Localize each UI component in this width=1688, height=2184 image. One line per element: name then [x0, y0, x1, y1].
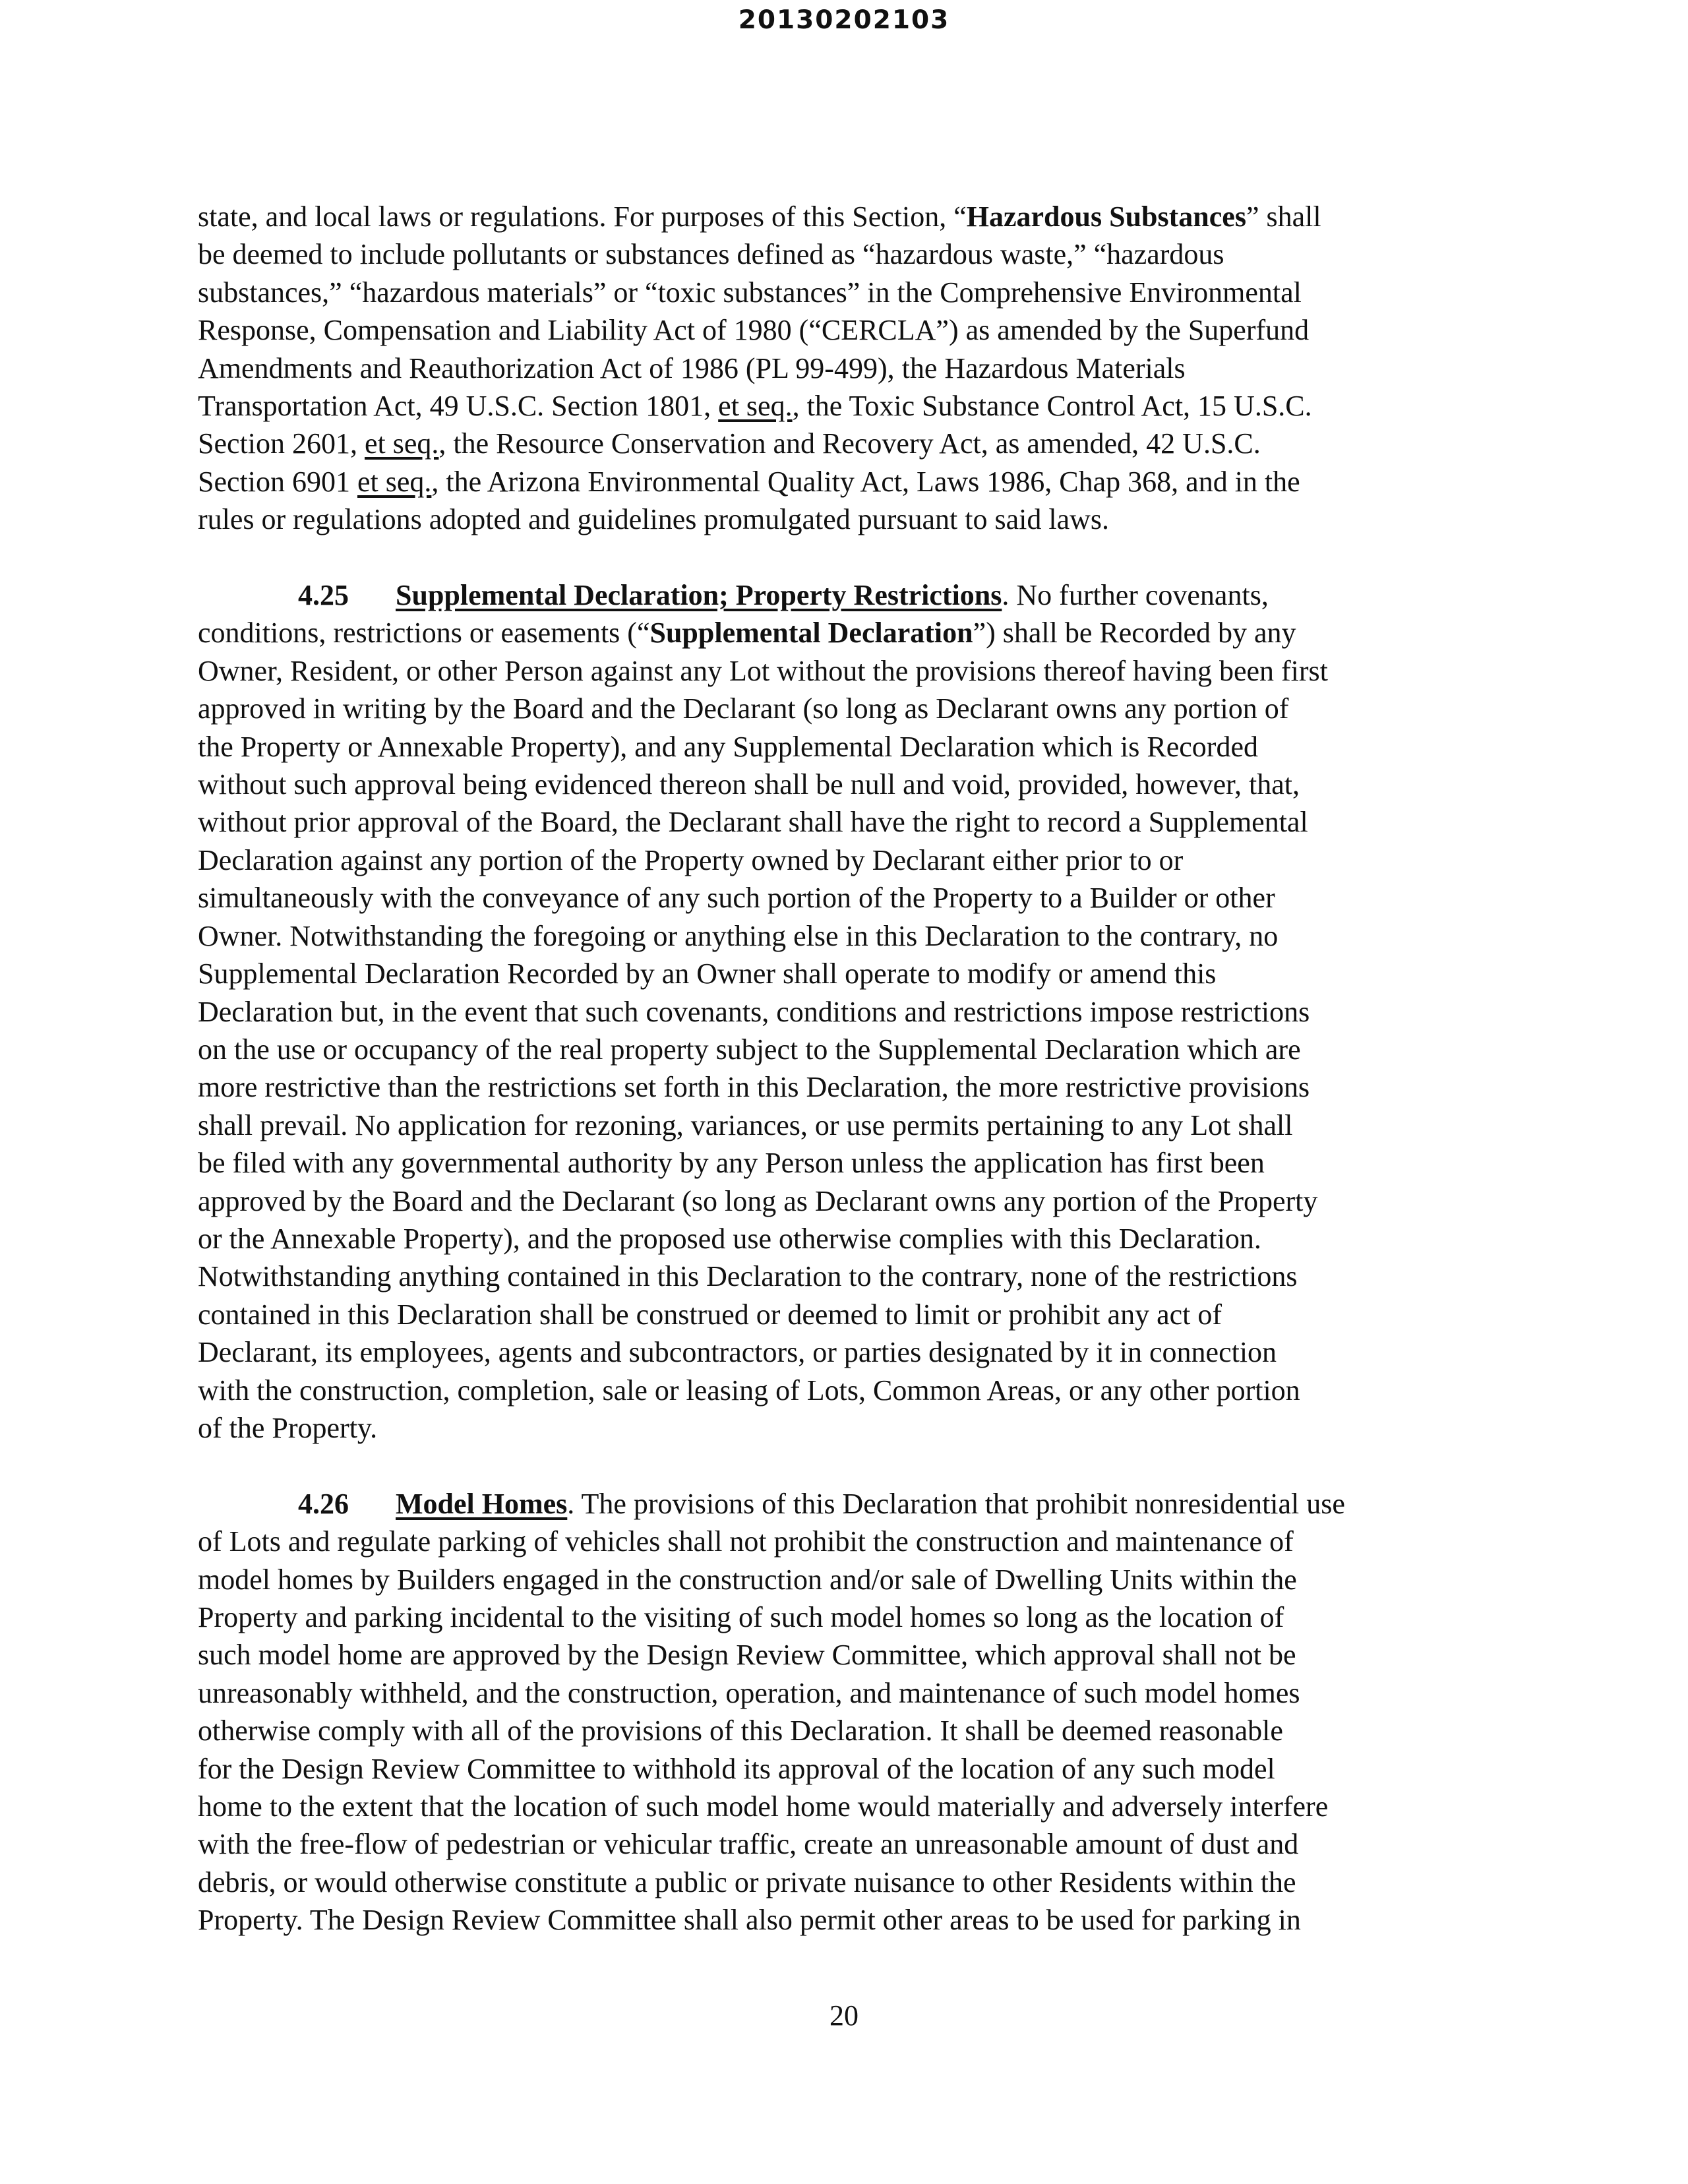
text-line: conditions, restrictions or easements (“Supplemental Declaration”) shall be Recorded by any	[198, 617, 1296, 650]
text-line: more restrictive than the restrictions set forth in this Declaration, the more restrictive provisions	[198, 1071, 1310, 1104]
text-line: approved by the Board and the Declarant (so long as Declarant owns any portion of the Property	[198, 1184, 1318, 1217]
text-line: Owner. Notwithstanding the foregoing or anything else in this Declaration to the contrary, no	[198, 919, 1279, 952]
section-heading-line: 4.25 Supplemental Declaration; Property Restrictions. No further covenants,	[198, 576, 1487, 614]
defined-term: Hazardous Substances	[966, 200, 1246, 233]
text-line: Section 2601, et seq., the Resource Conservation and Recovery Act, as amended, 42 U.S.C.	[198, 427, 1261, 460]
text-line: state, and local laws or regulations. For purposes of this Section, “Hazardous Substances” shall	[198, 200, 1321, 233]
text-line: Notwithstanding anything contained in this Declaration to the contrary, none of the restrictions	[198, 1260, 1298, 1293]
text-line: contained in this Declaration shall be construed or deemed to limit or prohibit any act of	[198, 1298, 1222, 1331]
section-title: Model Homes	[396, 1487, 568, 1520]
text-line: substances,” “hazardous materials” or “toxic substances” in the Comprehensive Environmental	[198, 276, 1302, 309]
text-line: Declarant, its employees, agents and subcontractors, or parties designated by it in connection	[198, 1336, 1277, 1369]
text-line: simultaneously with the conveyance of any such portion of the Property to a Builder or other	[198, 882, 1275, 915]
text-line: such model home are approved by the Design Review Committee, which approval shall not be	[198, 1639, 1296, 1672]
text-line: or the Annexable Property), and the proposed use otherwise complies with this Declaration.	[198, 1222, 1261, 1255]
section-heading-line: 4.26 Model Homes. The provisions of this Declaration that prohibit nonresidential use	[198, 1485, 1487, 1523]
text-line: otherwise comply with all of the provisions of this Declaration. It shall be deemed reasonable	[198, 1714, 1283, 1747]
text-line: Declaration but, in the event that such covenants, conditions and restrictions impose restrictions	[198, 995, 1310, 1028]
paragraph-gap	[198, 539, 1487, 576]
paragraph-hazardous-substances	[198, 198, 1487, 539]
document-body	[198, 198, 1487, 1939]
text-line: of the Property.	[198, 1411, 378, 1444]
text-line: of Lots and regulate parking of vehicles shall not prohibit the construction and maintenance of	[198, 1525, 1294, 1558]
text-line: the Property or Annexable Property), and any Supplemental Declaration which is Recorded	[198, 730, 1258, 763]
text-line: debris, or would otherwise constitute a public or private nuisance to other Residents within the	[198, 1866, 1296, 1898]
text-line: Owner, Resident, or other Person against any Lot without the provisions thereof having been first	[198, 654, 1328, 687]
page-number: 20	[829, 1999, 859, 2032]
et-seq: et seq.	[718, 390, 793, 423]
text-line: Declaration against any portion of the Property owned by Declarant either prior to or	[198, 843, 1184, 876]
et-seq: et seq.	[357, 465, 432, 498]
text-line: Section 6901 et seq., the Arizona Environmental Quality Act, Laws 1986, Chap 368, and in the	[198, 465, 1300, 498]
text-line: be deemed to include pollutants or substances defined as “hazardous waste,” “hazardous	[198, 238, 1224, 271]
text-line: approved in writing by the Board and the Declarant (so long as Declarant owns any portion of	[198, 692, 1289, 725]
text-line: without such approval being evidenced thereon shall be null and void, provided, however, that,	[198, 768, 1300, 801]
text-line: unreasonably withheld, and the construction, operation, and maintenance of such model homes	[198, 1676, 1300, 1709]
text-line: home to the extent that the location of such model home would materially and adversely interfere	[198, 1790, 1329, 1823]
paragraph-gap	[198, 1447, 1487, 1484]
text-line: with the free-flow of pedestrian or vehicular traffic, create an unreasonable amount of dust and	[198, 1828, 1299, 1861]
text-line: be filed with any governmental authority by any Person unless the application has first been	[198, 1147, 1265, 1180]
section-number: 4.25	[298, 579, 349, 612]
text-line: Response, Compensation and Liability Act of 1980 (“CERCLA”) as amended by the Superfund	[198, 314, 1310, 347]
text-line: Supplemental Declaration Recorded by an Owner shall operate to modify or amend this	[198, 957, 1217, 990]
text-line: Property. The Design Review Committee shall also permit other areas to be used for parking in	[198, 1904, 1301, 1937]
text-line: Amendments and Reauthorization Act of 1986 (PL 99-499), the Hazardous Materials	[198, 351, 1186, 384]
text-line: with the construction, completion, sale or leasing of Lots, Common Areas, or any other portion	[198, 1374, 1300, 1407]
document-number: 20130202103	[738, 5, 950, 35]
section-title: Supplemental Declaration; Property Restrictions	[396, 579, 1002, 612]
text-line: model homes by Builders engaged in the construction and/or sale of Dwelling Units within the	[198, 1563, 1297, 1596]
text-line: shall prevail. No application for rezoning, variances, or use permits pertaining to any Lot shall	[198, 1108, 1293, 1141]
text-line: without prior approval of the Board, the Declarant shall have the right to record a Supplemental	[198, 806, 1308, 839]
defined-term: Supplemental Declaration	[649, 617, 973, 650]
text-line: on the use or occupancy of the real property subject to the Supplemental Declaration which are	[198, 1033, 1301, 1066]
text-line: rules or regulations adopted and guidelines promulgated pursuant to said laws.	[198, 503, 1110, 536]
section-4-25	[198, 576, 1487, 1447]
et-seq: et seq.	[364, 427, 439, 460]
text-line: Property and parking incidental to the visiting of such model homes so long as the location of	[198, 1601, 1284, 1633]
text-line: Transportation Act, 49 U.S.C. Section 1801, et seq., the Toxic Substance Control Act, 15 U.S.C.	[198, 390, 1312, 423]
section-number: 4.26	[298, 1487, 349, 1520]
section-4-26	[198, 1485, 1487, 1939]
text-line: for the Design Review Committee to withhold its approval of the location of any such model	[198, 1752, 1275, 1785]
